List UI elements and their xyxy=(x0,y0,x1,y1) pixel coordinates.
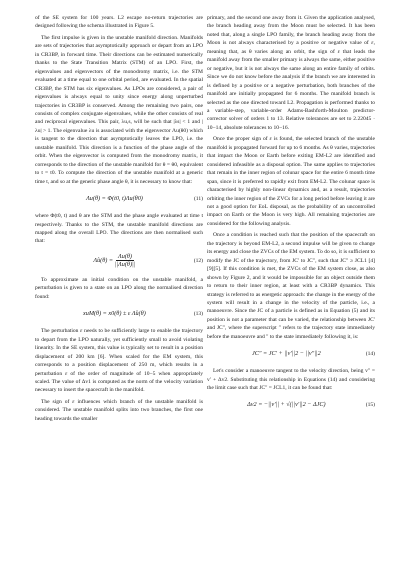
paragraph: To approximate an initial condition on the unstable manifold, a perturbation is given to a state on an LPO along the normalised direction found: xyxy=(35,276,203,300)
equation-body: Δv2 = −||v′|| + √(||v′||2 − ΔJC) xyxy=(247,401,326,409)
paragraph: The perturbation ε needs to be sufficiently large to enable the trajectory to depart from the LPO naturally, yet sufficiently small to avoid violating linearity. In the SE system, this value is typically set to result in a position displacement of 200 km [6]. When scaled for the EM system, this corresponds to a position displacement of 250 m, which results in a perturbation ε of the order of magnitude of 10−5 when appropriately scaled. The value of Δv1 is computed as the norm of the velocity variation necessary to insert the spacecraft in the manifold. xyxy=(35,328,203,394)
equation-11 xyxy=(35,188,203,210)
fraction-numerator: Λu(θ) xyxy=(118,253,132,261)
equation-body: JC″ = JC′ + ||v′||2 − ||v″||2 xyxy=(252,349,321,357)
paragraph: Once the proper sign of ε is found, the selected branch of the unstable manifold is propagated forward for up to 6 months. As θ varies, trajectories that impact the Moon or Earth before exiting EM-L2 are identified and considered infeasible as a disposal option. The same applies to trajectories that remain in the inner region of colunar space for the entire 6 month time span, since it is preferred to rapidly exit from EM-L2. The colunar space is characterised by highly non-linear dynamics and, as a result, trajectories orbiting the inner region of the ZVCs for a long period before leaving it are not a good option for EoL disposal, as the probability of an uncontrolled impact on Earth or the Moon is very high. All remaining trajectories are considered for the following analysis. xyxy=(207,136,375,227)
equation-lhs: Λ̂u(θ) = xyxy=(93,257,114,265)
paragraph: The sign of ε influences which branch of the unstable manifold is considered. The unstable manifold splits into two branches, the first one heading towards the smaller xyxy=(35,398,203,422)
fraction xyxy=(115,253,136,268)
fraction-denominator: ||Λu(θ)|| xyxy=(114,261,136,269)
paragraph: of the SE system for 100 years. L2 escape no-return trajectories are designed following the schema illustrated in Figure 5. xyxy=(35,15,203,30)
equation-number: (12) xyxy=(193,257,203,264)
equation-body: xuM(θ) = x0(θ) ± ε Λ̂u(θ) xyxy=(82,310,146,317)
paragraph: Let's consider a manoeuvre tangent to the velocity direction, being v″ = v′ + Δv2. Substituting this relationship in Equations (14) and considering the limit case such that JC″ = JCL1, it can be found that: xyxy=(207,368,375,392)
equation-12 xyxy=(35,248,203,274)
equation-13 xyxy=(35,303,203,325)
equation-number: (13) xyxy=(193,311,203,317)
paragraph: Once a condition is reached such that the position of the spacecraft on the trajectory is beyond EM-L2, a second impulse will be given to change its energy and close the ZVCs of the EM system. To do so, it is sufficient to modify the JC of the trajectory, from JC′ to JC″, such that JC″ ≥ JCL1 [4][9][5]. If this condition is met, the ZVCs of the EM system close, as also shown by Figure 2, and it would be impossible for an object outside them to return to their inner region, at least with a CR3BP dynamics. This strategy is referred to as energetic approach: the change in the energy of the system will result in a change in the velocity of the particle, i.e., a manoeuvre. Since the JC of a particle is defined as in Equation (5) and its position is not a parameter that can be varied, the relationship between JC′ and JC″, where the superscript ″ refers to the trajectory state immediately before the manoeuvre and ″ to the state immediately following it, is: xyxy=(207,232,375,340)
equation-number: (14) xyxy=(365,350,375,357)
equation-number: (15) xyxy=(365,402,375,409)
equation-14 xyxy=(207,343,375,365)
equation-15 xyxy=(207,395,375,417)
paragraph: where Φ(t0, t) and θ are the STM and the phase angle evaluated at time t respectively. Thanks to the STM, the unstable manifold directions are mapped along the overall LPO. The directions are then normalised such that: xyxy=(35,213,203,245)
paragraph: The first impulse is given in the unstable manifold direction. Manifolds are sets of trajectories that asymptotically approach or depart from an LPO in CR3BP, in forward time. Their directions can be estimated numerically thanks to the State Transition Matrix (STM) of an LPO. First, the eigenvalues and eigenvectors of the monodromy matrix, i.e. the STM evaluated at a time equal to one orbital period, are evaluated. In the spatial CR3BP, the STM has six eigenvalues. As LPOs are considered, a pair of eigenvalues is always equal to unity since energy along unperturbed trajectories in CR3BP is conserved. Among the remaining two pairs, one consists of complex conjugate eigenvalues, while the other consists of real and reciprocal eigenvalues. This pair, λu,s, will be such that |λs| < 1 and |λu| > 1. The eigenvalue λu is associated with the eigenvector Λu(θ0) which is tangent to the direction that asymptotically leaves the LPO, i.e. the unstable manifold. This direction is a function of the phase angle of the orbit. When the eigenvector is computed from the monodromy matrix, it corresponds to the direction of the unstable manifold for θ = θ0, equivalent to t = t0. To compute the direction of the unstable manifold at a generic time t, and so at the generic phase angle θ, it is necessary to know that: xyxy=(35,34,203,185)
equation-body xyxy=(35,253,194,268)
left-column xyxy=(35,14,203,423)
equation-body: Λu(θ) = Φ(t0, t)Λu(θ0) xyxy=(86,194,143,202)
right-column xyxy=(207,14,375,419)
paragraph: primary, and the second one away from it. Given the application analysed, the branch heading away from the Moon must be selected. It has been noted that, along a single LPO family, the branch heading away from the Moon is not always characterised by a positive or negative value of ε, meaning that, as θ varies along an orbit, the sign of ε that leads the manifold away from the smaller primary is always the same, either positive or negative, but it is not always the same along an entire family of orbits. Since we do not know before the analysis if the branch we are interested in is defined by a positive or a negative perturbation, both branches of the manifold are initially propagated for 6 months. The manifold branch is selected as the one directed toward L2. Propagation is performed thanks to a variable-step, variable-order Adams-Bashforth-Moulton predictor-corrector solver of orders 1 to 13. Relative tolerances are set to 2.22045 · 10−14, absolute tolerances to 10−16. xyxy=(207,15,375,131)
equation-number: (11) xyxy=(193,195,203,202)
